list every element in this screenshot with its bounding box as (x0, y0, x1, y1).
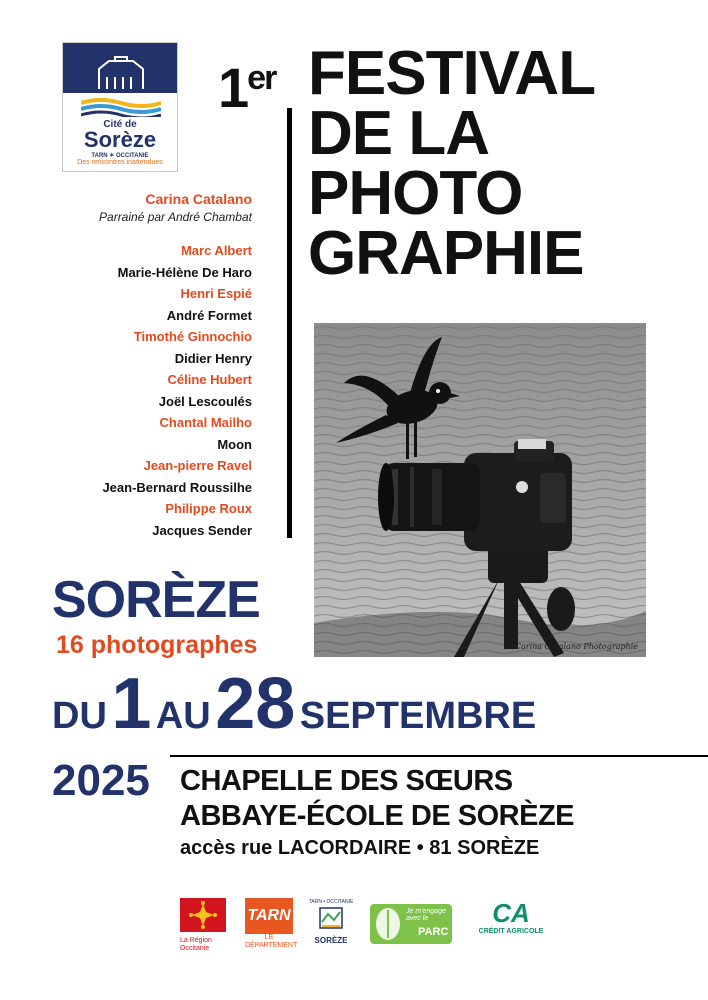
photographer-name: Jean-pierre Ravel (143, 458, 252, 473)
tarn-caption: LE DÉPARTEMENT (245, 934, 298, 949)
venue-line-1: CHAPELLE DES SŒURS (180, 765, 513, 797)
edition-digit: 1 (218, 56, 248, 119)
soreze-caption: SORÈZE (314, 936, 348, 945)
venue-block (180, 764, 700, 862)
photographer-name: Henri Espié (180, 286, 252, 301)
bird-on-camera-photo (314, 323, 646, 657)
town-name: SORÈZE (52, 571, 260, 629)
edition-suffix: er (247, 59, 276, 97)
waves-icon (81, 97, 161, 117)
edition-number (218, 50, 276, 119)
partner-logos (0, 898, 708, 958)
photographer-name: Philippe Roux (165, 501, 252, 516)
vertical-divider (287, 108, 292, 538)
ca-label: CA (492, 898, 530, 928)
cite-de-soreze-logo (62, 42, 178, 172)
date-au: AU (155, 695, 211, 737)
sponsor-name: Carina Catalano (145, 191, 252, 207)
photographer-list (40, 190, 252, 541)
date-end: 28 (215, 664, 296, 744)
tarn-department-logo (245, 898, 298, 950)
horizontal-divider (170, 755, 708, 757)
title-line-3: PHOTO (308, 159, 523, 228)
festival-title (308, 39, 668, 288)
parc-logo (370, 904, 452, 949)
title-line-4: GRAPHIE (308, 219, 584, 288)
date-month: SEPTEMBRE (299, 695, 537, 737)
photographer-name: Marie-Hélène De Haro (117, 264, 252, 280)
photographer-name: Céline Hubert (167, 372, 252, 387)
abbey-building-icon (93, 55, 149, 91)
logo-name: Sorèze (83, 127, 157, 152)
venue-line-2: ABBAYE-ÉCOLE DE SORÈZE (180, 800, 574, 832)
photographer-name: Moon (217, 436, 252, 452)
parc-caption: Je m'engage avec le (406, 908, 446, 922)
logo-region: TARN ✶ OCCITANIE (91, 153, 149, 159)
occitan-cross-icon (180, 898, 226, 932)
date-du: DU (52, 695, 107, 737)
logo-tagline: Des rencontres inattendues (77, 159, 163, 166)
soreze-small-logo (308, 898, 354, 945)
logo-line1: Cité de (103, 119, 137, 130)
photo-illustration (314, 323, 646, 657)
photo-credit: ©Carina Catalano Photographie (506, 642, 638, 651)
photographer-name: André Formet (166, 307, 252, 323)
soreze-top: TARN • OCCITANIE (308, 899, 354, 905)
credit-agricole-logo (476, 898, 546, 936)
title-line-1: FESTIVAL (308, 39, 596, 108)
title-line-2: DE LA (308, 99, 489, 168)
photographer-count: 16 photographes (56, 631, 258, 659)
date-start: 1 (111, 664, 152, 744)
parc-label: PARC (418, 926, 449, 938)
photographer-name: Joël Lescoulés (158, 393, 252, 409)
photographer-name: Didier Henry (174, 350, 252, 366)
date-year: 2025 (52, 756, 150, 805)
venue-address: accès rue LACORDAIRE • 81 SORÈZE (180, 837, 540, 859)
festival-dates (52, 664, 537, 744)
photographer-name: Chantal Mailho (159, 415, 252, 430)
photographer-name: Jean-Bernard Roussilhe (102, 479, 252, 495)
soreze-emblem-icon (308, 906, 354, 932)
region-caption: La Région Occitanie (180, 937, 212, 952)
ca-caption: CRÉDIT AGRICOLE (478, 928, 544, 935)
tarn-label: TARN (245, 898, 293, 934)
sponsor-by: Parrainé par André Chambat (99, 210, 252, 224)
photographer-name: Marc Albert (180, 243, 252, 258)
region-occitanie-logo (180, 898, 226, 953)
photographer-name: Jacques Sender (152, 522, 252, 538)
photographer-name: Timothé Ginnochio (133, 329, 252, 344)
